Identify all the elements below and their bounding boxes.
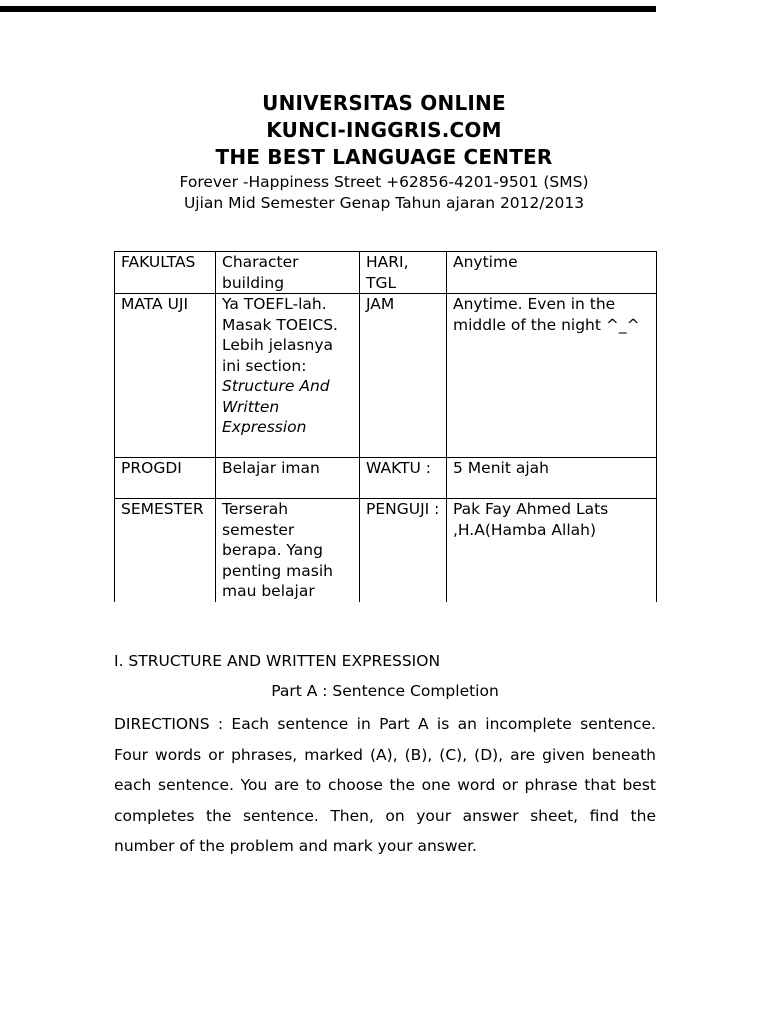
examiner-value: Pak Fay Ahmed Lats ,H.A(Hamba Allah) (447, 499, 657, 602)
exam-title: Ujian Mid Semester Genap Tahun ajaran 2012/2013 (183, 194, 585, 212)
subject-label: MATA UJI (115, 294, 216, 458)
semester-label: SEMESTER (115, 499, 216, 602)
structure-section (114, 648, 656, 862)
date-label: HARI, TGL (360, 252, 447, 294)
part-title: Part A : Sentence Completion (271, 682, 499, 700)
program-value: Belajar iman (216, 458, 360, 499)
examiner-label: PENGUJI : (360, 499, 447, 602)
table-row (115, 458, 657, 499)
program-label: PROGDI (115, 458, 216, 499)
top-border-rule (0, 6, 656, 12)
semester-value: Terserah semester berapa. Yang penting masih mau belajar (216, 499, 360, 602)
faculty-label: FAKULTAS (115, 252, 216, 294)
hour-value: Anytime. Even in the middle of the night ^_^ (447, 294, 657, 458)
document-header (0, 90, 768, 214)
directions-paragraph: DIRECTIONS : Each sentence in Part A is an incomplete sentence. Four words or phrases, marked (A), (B), (C), (D), are given beneath each sentence. You are to choose the one word or phrase that best completes the sentence. Then, on your answer sheet, find the number of the problem and mark your answer. (114, 715, 656, 856)
subject-value (216, 294, 360, 458)
website-name: KUNCI-INGGRIS.COM (266, 118, 502, 142)
table-row (115, 252, 657, 294)
hour-label: JAM (360, 294, 447, 458)
table-row (115, 499, 657, 602)
exam-info-table (114, 251, 657, 602)
section-heading: I. STRUCTURE AND WRITTEN EXPRESSION (114, 652, 441, 670)
university-name: UNIVERSITAS ONLINE (262, 91, 506, 115)
institution-tagline: THE BEST LANGUAGE CENTER (215, 145, 553, 169)
faculty-value: Character building (216, 252, 360, 294)
subject-value-text: Ya TOEFL-lah. Masak TOEICS. Lebih jelasnya ini section: (222, 295, 338, 375)
time-label: WAKTU : (360, 458, 447, 499)
date-value: Anytime (447, 252, 657, 294)
subject-section-name: Structure And Written Expression (222, 377, 330, 436)
time-value: 5 Menit ajah (447, 458, 657, 499)
table-row (115, 294, 657, 458)
address-line: Forever -Happiness Street +62856-4201-9501 (SMS) (179, 173, 589, 191)
